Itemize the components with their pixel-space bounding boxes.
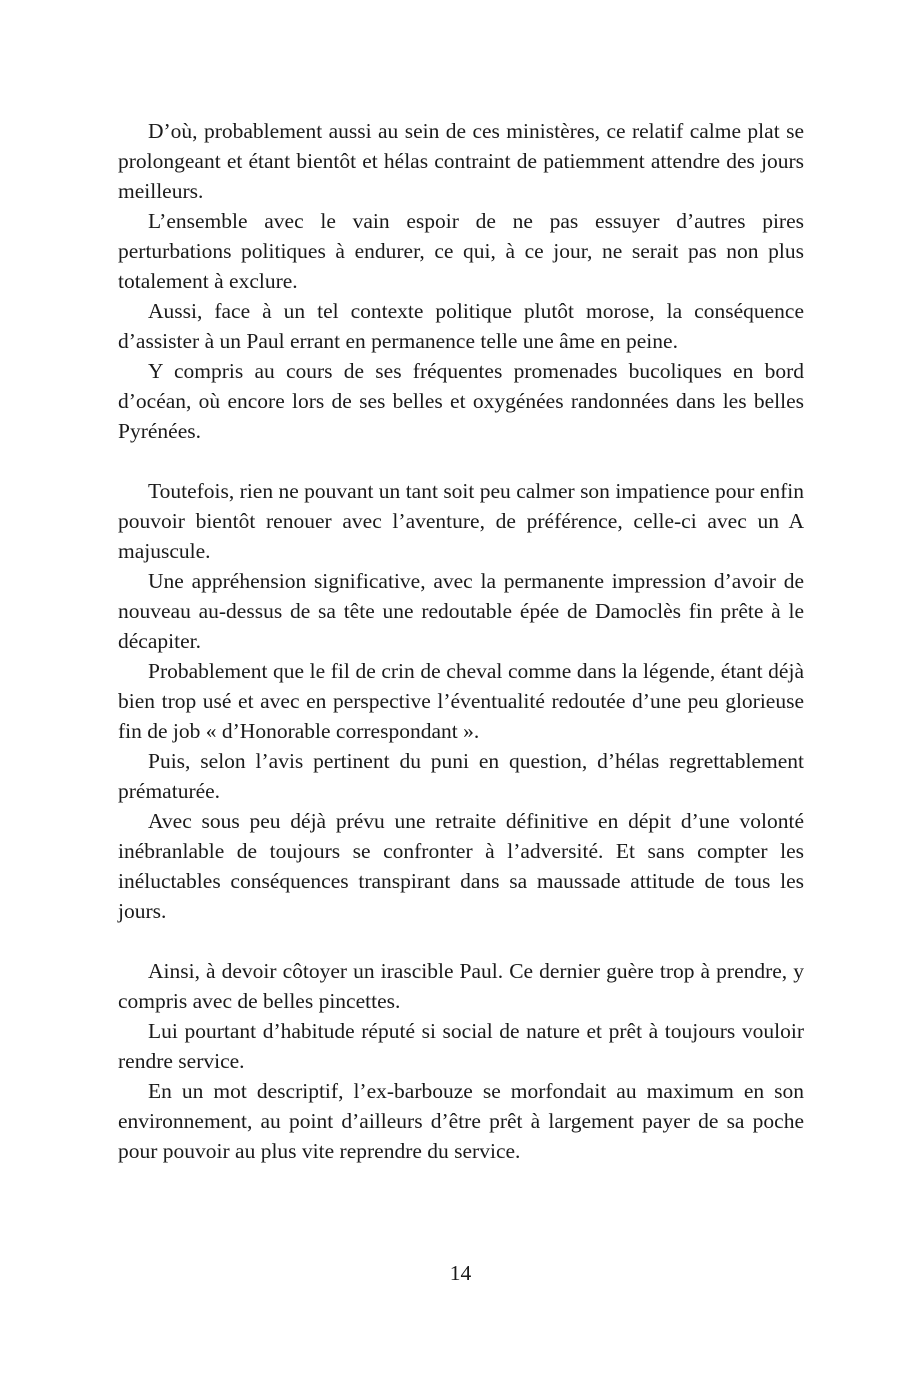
- paragraph: Y compris au cours de ses fréquentes promenades bucoliques en bord d’océan, où encore lors de ses belles et oxygénées randonnées dans les belles Pyrénées.: [118, 359, 804, 443]
- paragraph: L’ensemble avec le vain espoir de ne pas essuyer d’autres pires perturbations politiques à endurer, ce qui, à ce jour, ne serait pas non plus totalement à exclure.: [118, 209, 804, 293]
- paragraph: Probablement que le fil de crin de cheval comme dans la légende, étant déjà bien trop usé et avec en perspective l’éventualité redoutée d’une peu glorieuse fin de job « d’Honorable correspondant ».: [118, 659, 804, 743]
- page-body: [118, 116, 804, 1166]
- section-break: [118, 446, 804, 476]
- paragraph: Ainsi, à devoir côtoyer un irascible Paul. Ce dernier guère trop à prendre, y compris avec de belles pincettes.: [118, 959, 804, 1013]
- section-3: [118, 956, 804, 1166]
- paragraph: En un mot descriptif, l’ex-barbouze se morfondait au maximum en son environnement, au point d’ailleurs d’être prêt à largement payer de sa poche pour pouvoir au plus vite reprendre du service.: [118, 1079, 804, 1163]
- paragraph: Une appréhension significative, avec la permanente impression d’avoir de nouveau au-dessus de sa tête une redoutable épée de Damoclès fin prête à le décapiter.: [118, 569, 804, 653]
- paragraph: Avec sous peu déjà prévu une retraite définitive en dépit d’une volonté inébranlable de toujours se confronter à l’adversité. Et sans compter les inéluctables conséquences transpirant dans sa maussade attitude de tous les jours.: [118, 809, 804, 923]
- section-break: [118, 926, 804, 956]
- paragraph: Toutefois, rien ne pouvant un tant soit peu calmer son impatience pour enfin pouvoir bientôt renouer avec l’aventure, de préférence, celle-ci avec un A majuscule.: [118, 479, 804, 563]
- page-number: 14: [449, 1261, 472, 1285]
- paragraph: D’où, probablement aussi au sein de ces ministères, ce relatif calme plat se prolongeant et étant bientôt et hélas contraint de patiemment attendre des jours meilleurs.: [118, 119, 804, 203]
- section-1: [118, 116, 804, 446]
- section-2: [118, 476, 804, 926]
- paragraph: Aussi, face à un tel contexte politique plutôt morose, la conséquence d’assister à un Paul errant en permanence telle une âme en peine.: [118, 299, 804, 353]
- paragraph: Lui pourtant d’habitude réputé si social de nature et prêt à toujours vouloir rendre service.: [118, 1019, 804, 1073]
- paragraph: Puis, selon l’avis pertinent du puni en question, d’hélas regrettablement prématurée.: [118, 749, 804, 803]
